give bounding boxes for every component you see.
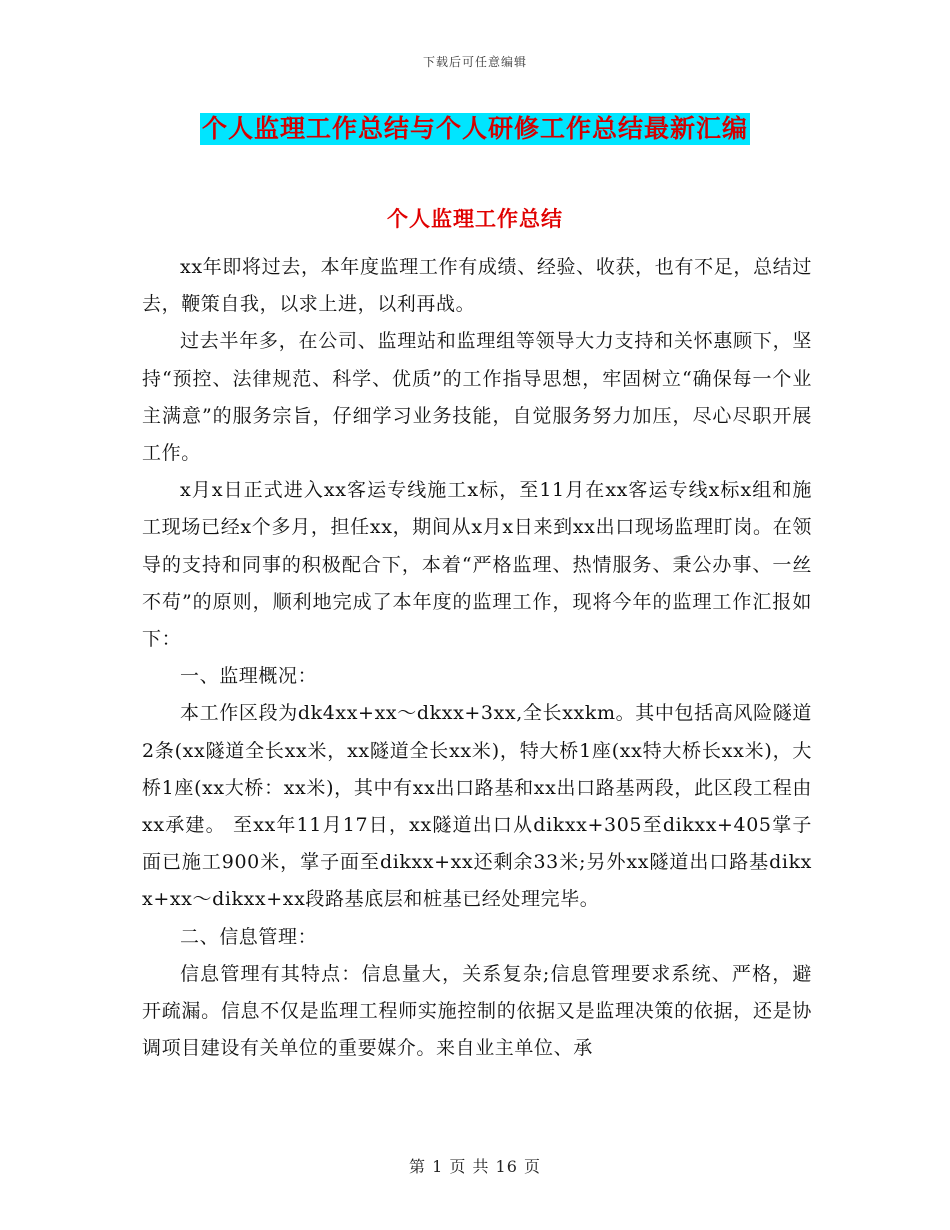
paragraph: 信息管理有其特点：信息量大，关系复杂;信息管理要求系统、严格，避开疏漏。信息不仅是监理工程师实施控制的依据又是监理决策的依据，还是协调项目建设有关单位的重要媒介。来自业主单位、承 (142, 962, 812, 1060)
paragraph: x月x日正式进入xx客运专线施工x标，至11月在xx客运专线x标x组和施工现场已经x个多月，担任xx，期间从x月x日来到xx出口现场监理盯岗。在领导的支持和同事的积极配合下，本着“严格监理、热情服务、秉公办事、一丝不苟”的原则，顺利地完成了本年度的监理工作，现将今年的监理工作汇报如下： (142, 479, 812, 651)
paragraph-heading: 一、监理概况： (180, 665, 318, 688)
paragraph: 本工作区段为dk4xx+xx～dkxx+3xx,全长xxkm。其中包括高风险隧道2条(xx隧道全长xx米，xx隧道全长xx米)，特大桥1座(xx特大桥长xx米)，大桥1座(xx大桥：xx米)，其中有xx出口路基和xx出口路基两段，此区段工程由xx承建。 至xx年11月17日，xx隧道出口从dikxx+305至dikxx+405掌子面已施工900米，掌子面至dikxx+xx还剩余33米;另外xx隧道出口路基dikxx+xx～dikxx+xx段路基底层和桩基已经处理完毕。 (142, 702, 813, 911)
document-body (142, 249, 812, 1067)
paragraph-heading: 二、信息管理： (180, 925, 318, 948)
page-number: 第 1 页 共 16 页 (409, 1157, 541, 1176)
section-title: 个人监理工作总结 (387, 207, 563, 231)
page-header-note: 下载后可任意编辑 (422, 55, 527, 69)
paragraph: 过去半年多，在公司、监理站和监理组等领导大力支持和关怀惠顾下，坚持“预控、法律规范、科学、优质”的工作指导思想，牢固树立“确保每一个业主满意”的服务宗旨，仔细学习业务技能，自觉服务努力加压，尽心尽职开展工作。 (142, 330, 812, 465)
document-title-text: 个人监理工作总结与个人研修工作总结最新汇编 (201, 114, 748, 143)
paragraph: xx年即将过去，本年度监理工作有成绩、经验、收获，也有不足，总结过去，鞭策自我，以求上进，以利再战。 (142, 256, 812, 316)
document-title (0, 113, 950, 145)
